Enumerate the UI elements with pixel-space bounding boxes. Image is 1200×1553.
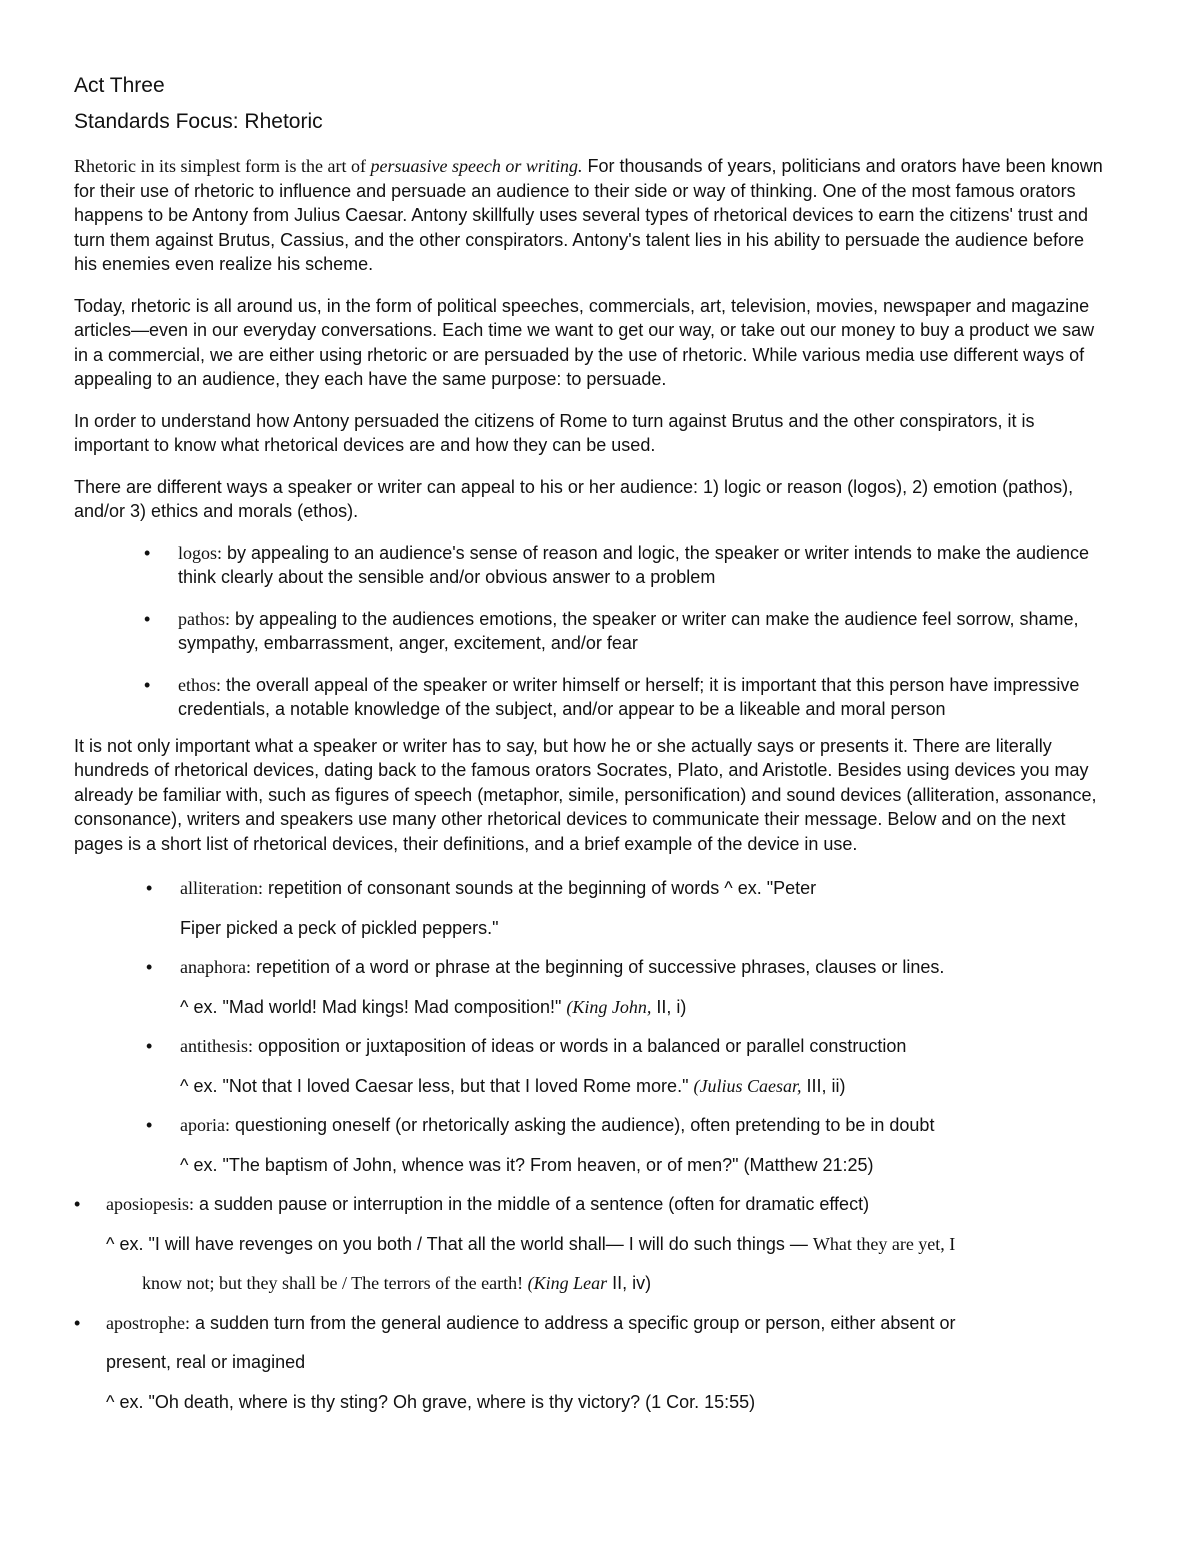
list-item-ethos bbox=[74, 673, 1104, 722]
term-logos: logos: bbox=[178, 542, 223, 563]
device-line-anaphora bbox=[180, 955, 1104, 980]
bullet-icon: • bbox=[144, 608, 151, 629]
example-antithesis-quote: ^ ex. "Not that I loved Caesar less, but that I loved Rome more." bbox=[180, 1075, 694, 1096]
example-anaphora-source: (King John, bbox=[566, 996, 652, 1017]
term-alliteration: alliteration: bbox=[180, 878, 263, 898]
device-line-aporia bbox=[180, 1113, 1104, 1138]
definition-alliteration: repetition of consonant sounds at the beginning of words ^ ex. "Peter bbox=[262, 878, 817, 898]
definition-apostrophe-cont: present, real or imagined bbox=[106, 1352, 306, 1372]
list-item-antithesis bbox=[74, 1034, 1104, 1098]
bullet-icon: • bbox=[74, 1312, 81, 1333]
definition-anaphora: repetition of a word or phrase at the beginning of successive phrases, clauses or lines. bbox=[250, 957, 945, 977]
term-antithesis: antithesis: bbox=[180, 1036, 253, 1056]
example-anaphora-cite: II, i) bbox=[651, 996, 687, 1017]
page-subtitle: Standards Focus: Rhetoric bbox=[74, 110, 323, 133]
term-aporia: aporia: bbox=[180, 1115, 230, 1135]
intro-paragraph bbox=[74, 154, 1104, 277]
example-antithesis-source: (Julius Caesar, bbox=[693, 1075, 802, 1096]
example-anaphora-quote: ^ ex. "Mad world! Mad kings! Mad composition!" bbox=[180, 996, 567, 1017]
device-line-apostrophe bbox=[106, 1311, 1104, 1336]
appeals-list bbox=[74, 541, 1104, 722]
device-line-aposiopesis bbox=[106, 1192, 1104, 1217]
definition-apostrophe: a sudden turn from the general audience to address a specific group or person, either absent or bbox=[189, 1312, 956, 1333]
list-item-alliteration bbox=[74, 876, 1104, 940]
list-item-logos bbox=[74, 541, 1104, 590]
example-aposiopesis-quote: ^ ex. "I will have revenges on you both / That all the world shall— I will do such things — bbox=[106, 1233, 813, 1254]
example-alliteration: Fiper picked a peck of pickled peppers." bbox=[180, 917, 499, 938]
list-item-aporia bbox=[74, 1113, 1104, 1177]
term-ethos: ethos: bbox=[178, 674, 221, 695]
bullet-icon: • bbox=[146, 1036, 153, 1056]
example-antithesis bbox=[180, 1074, 1104, 1099]
list-item-pathos bbox=[74, 607, 1104, 656]
example-aporia: ^ ex. "The baptism of John, whence was it? From heaven, or of men?" (Matthew 21:25) bbox=[180, 1154, 874, 1175]
term-apostrophe: apostrophe: bbox=[106, 1312, 190, 1333]
bullet-icon: • bbox=[146, 1115, 153, 1135]
definition-ethos: the overall appeal of the speaker or writer himself or herself; it is important that this person have impressive credentials, a notable knowledge of the subject, and/or appear to be a likeable and moral person bbox=[178, 674, 1080, 719]
term-pathos: pathos: bbox=[178, 608, 230, 629]
definition-aposiopesis: a sudden pause or interruption in the middle of a sentence (often for dramatic effect) bbox=[194, 1194, 870, 1214]
appeals-paragraph: There are different ways a speaker or writer can appeal to his or her audience: 1) logic or reason (logos), 2) emotion (pathos), and/or 3) ethics and morals (ethos). bbox=[74, 476, 1074, 521]
list-item-aposiopesis bbox=[74, 1192, 1104, 1296]
page-title: Act Three bbox=[74, 74, 165, 97]
bullet-icon: • bbox=[74, 1194, 81, 1214]
example-aposiopesis-quote-2: know not; but they shall be / The terrors of the earth! bbox=[142, 1273, 528, 1293]
bullet-icon: • bbox=[146, 878, 153, 898]
example-apostrophe: ^ ex. "Oh death, where is thy sting? Oh grave, where is thy victory? (1 Cor. 15:55) bbox=[106, 1391, 756, 1412]
example-aposiopesis-cont bbox=[106, 1271, 1104, 1296]
rhetoric-today-paragraph: Today, rhetoric is all around us, in the form of political speeches, commercials, art, television, movies, newspaper and magazine articles—even in our everyday conversations. Each time we want to get our way, or take out our money to buy a product we saw in a commercial, we are either using rhetoric or are persuaded by the use of rhetoric. While various media use different ways of appealing to an audience, they each have the same purpose: to persuade. bbox=[74, 295, 1095, 389]
list-item-anaphora bbox=[74, 955, 1104, 1019]
devices-paragraph: It is not only important what a speaker or writer has to say, but how he or she actually says or presents it. There are literally hundreds of rhetorical devices, dating back to the famous orators Socrates, Plato, and Aristotle. Besides using devices you may already be familiar with, such as figures of speech (metaphor, simile, personification) and sound devices (alliteration, assonance, consonance), writers and speakers use many other rhetorical devices to communicate their message. Below and on the next pages is a short list of rhetorical devices, their definitions, and a brief example of the device in use. bbox=[74, 735, 1097, 854]
example-aposiopesis-quote-serif: What they are yet, I bbox=[812, 1233, 956, 1254]
devices-list bbox=[74, 876, 1104, 1177]
example-antithesis-cite: III, ii) bbox=[801, 1075, 846, 1096]
bullet-icon: • bbox=[146, 957, 153, 977]
device-line-alliteration bbox=[180, 876, 1104, 901]
bullet-icon: • bbox=[144, 542, 151, 563]
example-aposiopesis-source: (King Lear bbox=[527, 1273, 608, 1293]
term-aposiopesis: aposiopesis: bbox=[106, 1194, 194, 1214]
example-anaphora bbox=[180, 995, 1104, 1020]
antony-paragraph: In order to understand how Antony persuaded the citizens of Rome to turn against Brutus and the other conspirators, it is important to know what rhetorical devices are and how they can be used. bbox=[74, 410, 1035, 455]
device-line-antithesis bbox=[180, 1034, 1104, 1059]
example-aposiopesis-cite: II, iv) bbox=[607, 1273, 652, 1293]
list-item-apostrophe bbox=[74, 1311, 1104, 1415]
example-aposiopesis bbox=[106, 1232, 1104, 1257]
intro-text-start: Rhetoric in its simplest form is the art of bbox=[74, 156, 371, 176]
definition-logos: by appealing to an audience's sense of reason and logic, the speaker or writer intends to make the audience think clearly about the sensible and/or obvious answer to a problem bbox=[178, 542, 1090, 587]
term-anaphora: anaphora: bbox=[180, 957, 251, 977]
devices-list-continued bbox=[74, 1192, 1104, 1414]
bullet-icon: • bbox=[144, 674, 151, 695]
definition-antithesis: opposition or juxtaposition of ideas or words in a balanced or parallel construction bbox=[253, 1036, 907, 1056]
definition-pathos: by appealing to the audiences emotions, the speaker or writer can make the audience feel sorrow, shame, sympathy, embarrassment, anger, excitement, and/or fear bbox=[178, 608, 1079, 653]
definition-aporia: questioning oneself (or rhetorically asking the audience), often pretending to be in doubt bbox=[229, 1115, 935, 1135]
intro-text-rest: For thousands of years, politicians and orators have been known for their use of rhetoric to influence and persuade an audience to their side or way of thinking. One of the most famous orators happens to be Antony from Julius Caesar. Antony skillfully uses several types of rhetorical devices to earn the citizens' trust and turn them against Brutus, Cassius, and the other conspirators. Antony's talent lies in his ability to persuade the audience before his enemies even realize his scheme. bbox=[74, 156, 1103, 274]
intro-emphasis: persuasive speech or writing. bbox=[370, 156, 583, 176]
